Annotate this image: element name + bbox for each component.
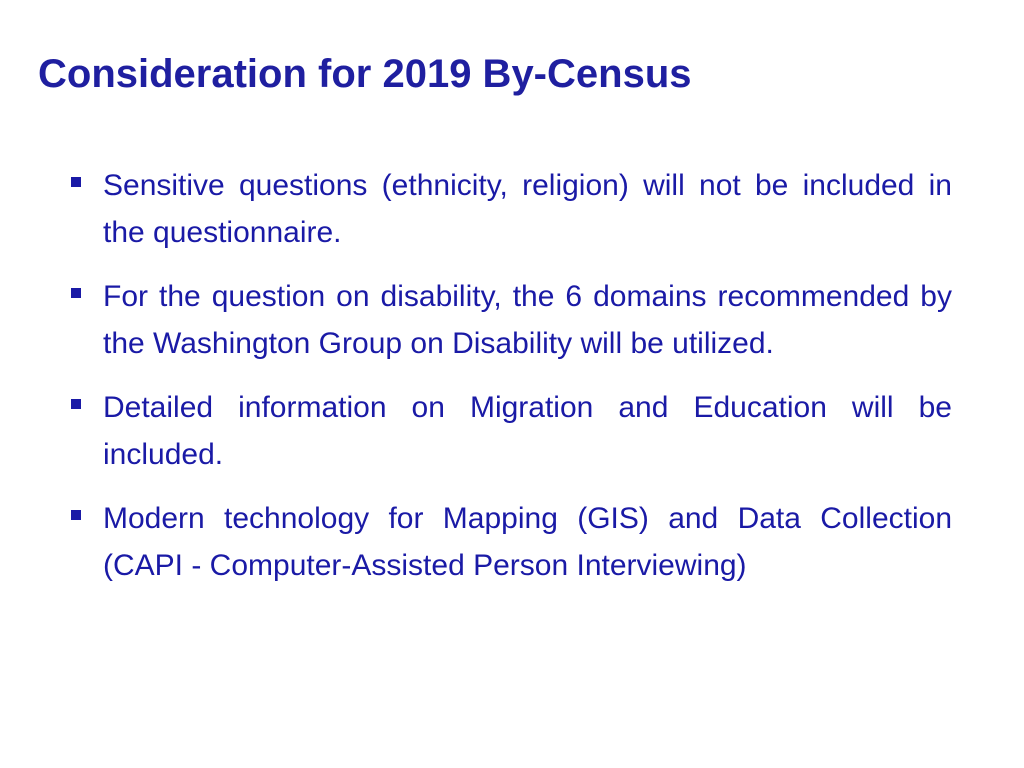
bullet-item <box>70 273 952 367</box>
square-bullet-icon <box>71 399 81 409</box>
bullet-item <box>70 495 952 589</box>
bullet-item <box>70 384 952 478</box>
bullet-item <box>70 162 952 256</box>
bullet-text: For the question on disability, the 6 domains recommended by the Washington Group on Disability will be utilized. <box>103 280 952 360</box>
square-bullet-icon <box>71 288 81 298</box>
bullet-text: Detailed information on Migration and Education will be included. <box>103 391 952 471</box>
square-bullet-icon <box>71 510 81 520</box>
bullet-text: Sensitive questions (ethnicity, religion) will not be included in the questionnaire. <box>103 169 952 249</box>
bullet-text: Modern technology for Mapping (GIS) and Data Collection (CAPI - Computer-Assisted Person Interviewing) <box>103 502 952 582</box>
square-bullet-icon <box>71 177 81 187</box>
bullet-list <box>70 162 952 606</box>
slide-title: Consideration for 2019 By-Census <box>38 52 692 96</box>
